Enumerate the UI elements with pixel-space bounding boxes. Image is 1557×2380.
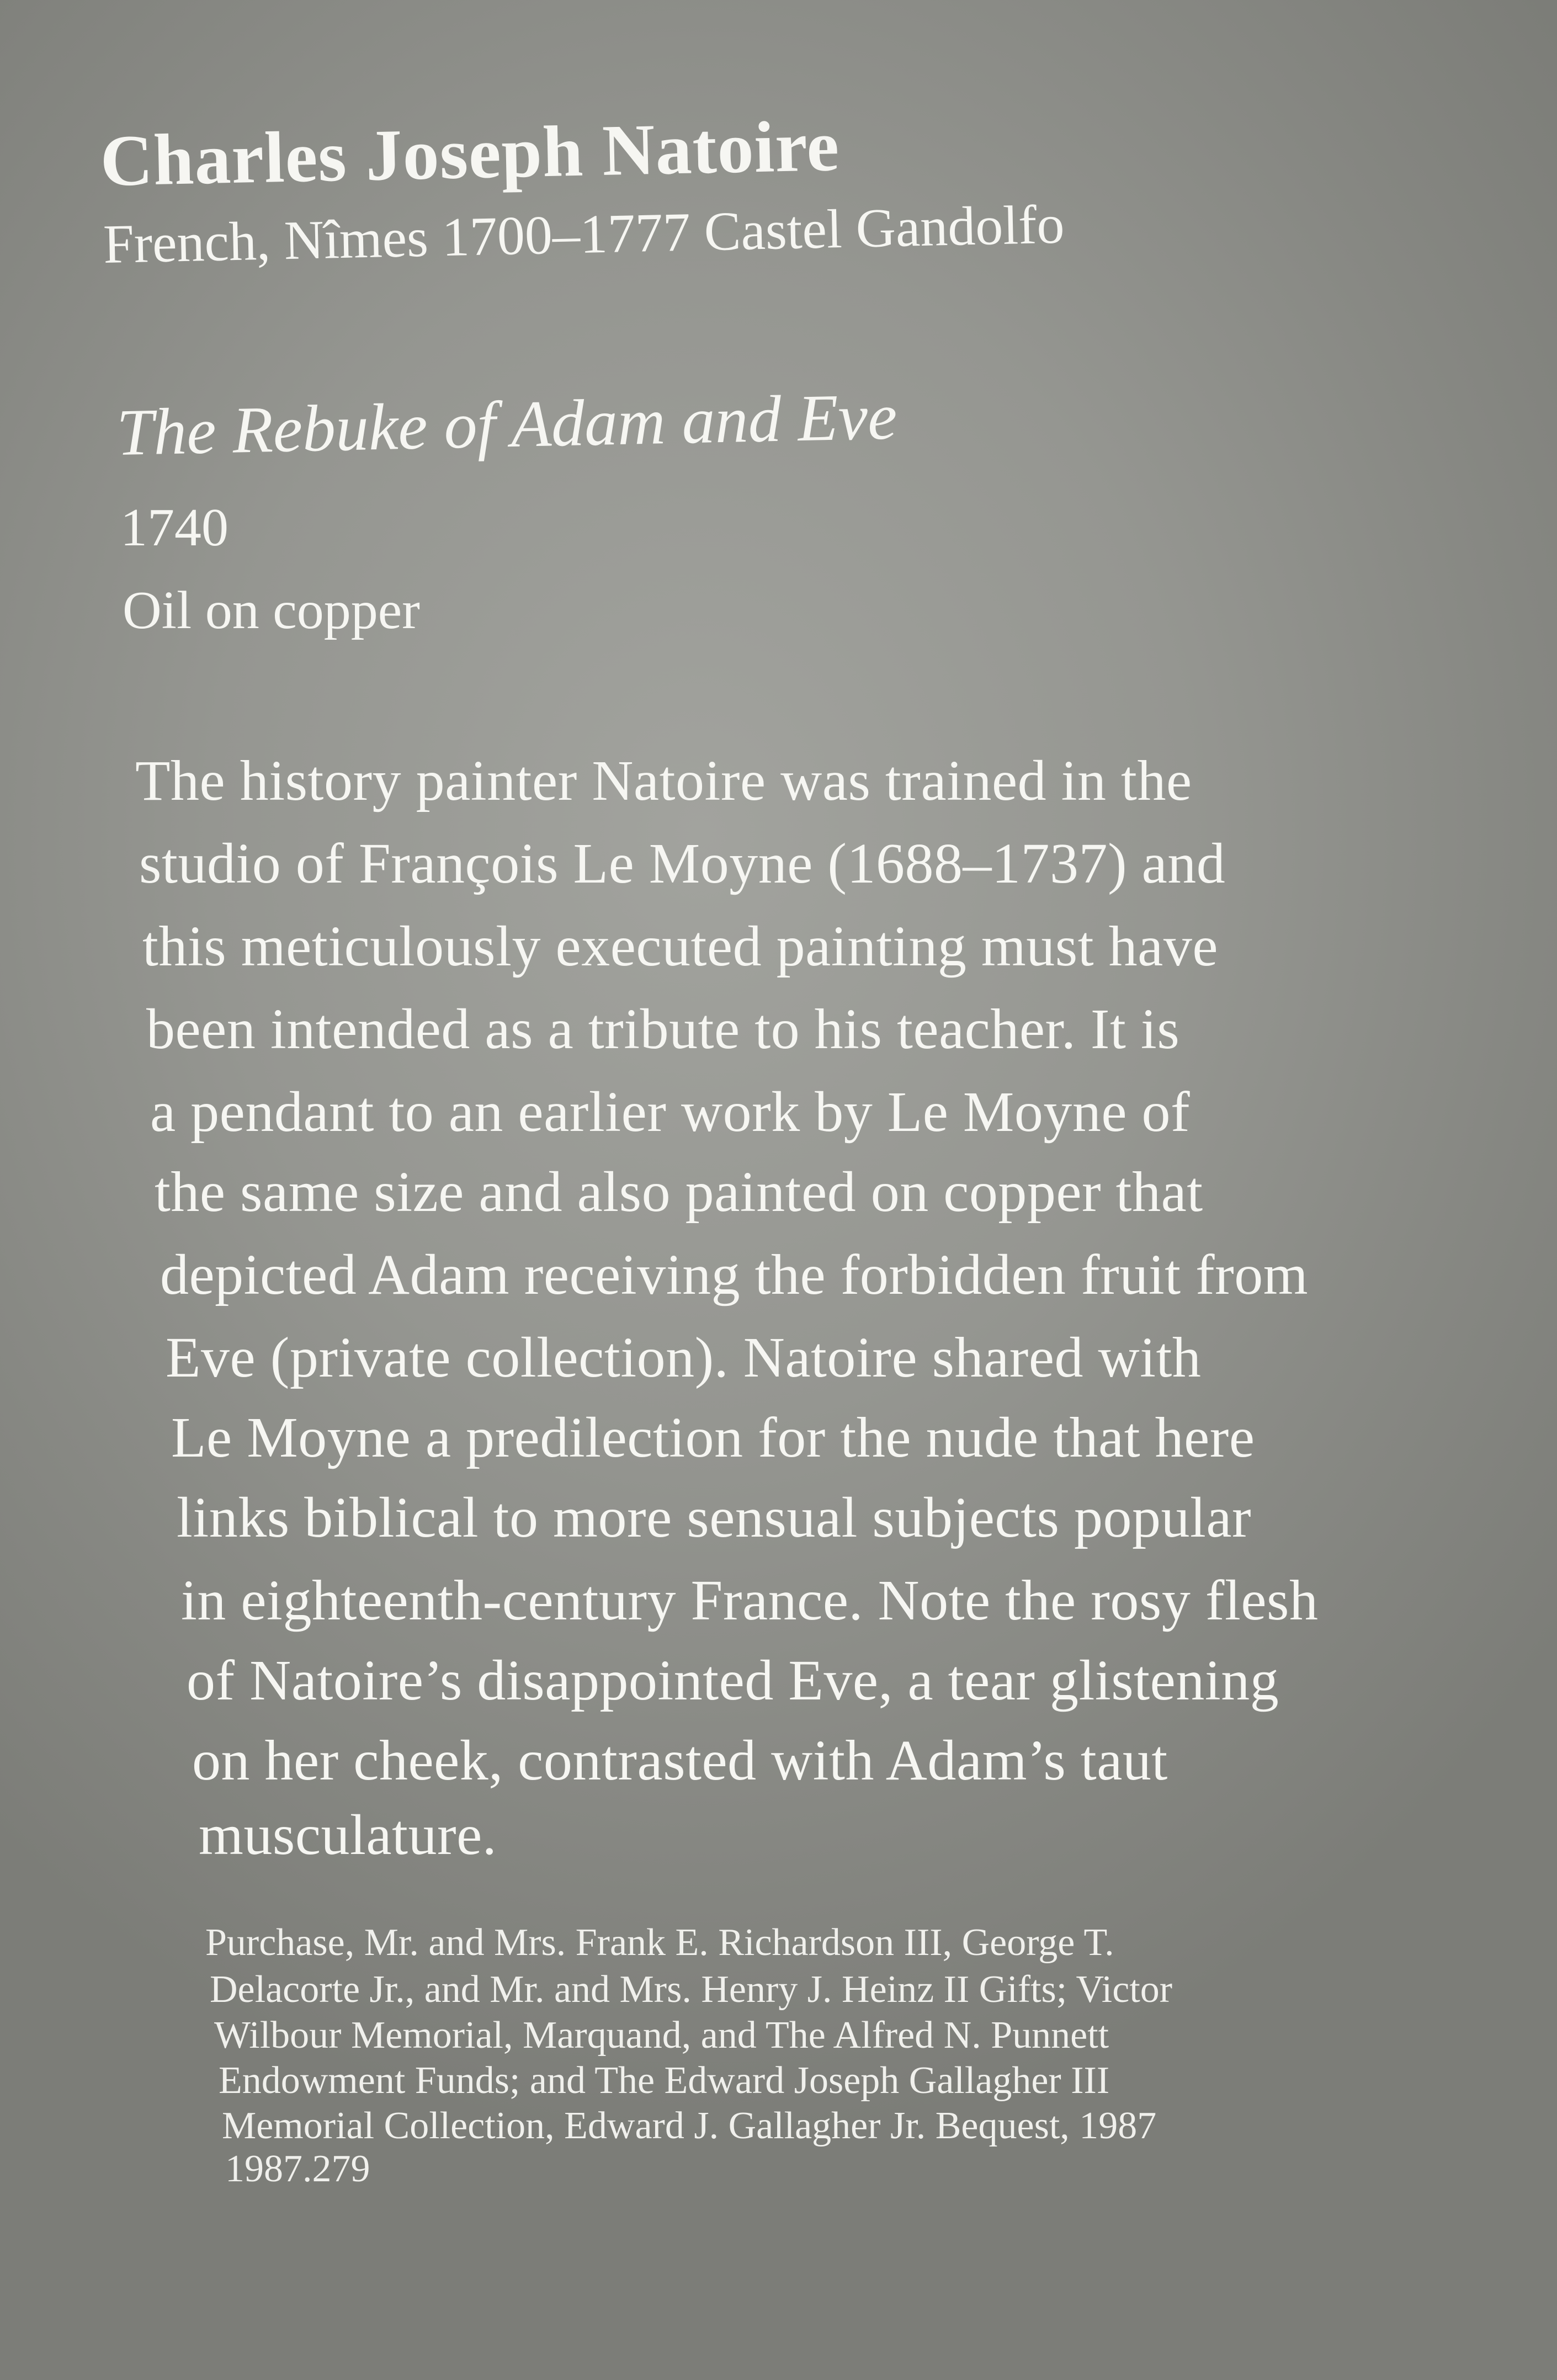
description-line: Eve (private collection). Natoire shared with [166,1326,1202,1389]
description-line: studio of François Le Moyne (1688–1737) and [139,832,1226,895]
artwork-date: 1740 [120,498,228,557]
description-line: The history painter Natoire was trained in the [135,749,1192,812]
description-line: a pendant to an earlier work by Le Moyne of [150,1080,1191,1144]
description-line: Le Moyne a predilection for the nude that here [171,1406,1255,1469]
description-line: of Natoire’s disappointed Eve, a tear glistening [187,1649,1279,1712]
credit-text-line: Wilbour Memorial, Marquand, and The Alfred N. Punnett [214,2014,1109,2057]
artwork-medium: Oil on copper [123,581,420,640]
credit-text-line: Endowment Funds; and The Edward Joseph Gallagher III [219,2059,1110,2102]
description-line: this meticulously executed painting must have [142,915,1218,978]
credit-text-line: Purchase, Mr. and Mrs. Frank E. Richardson III, George T. [205,1921,1114,1964]
description-line: links biblical to more sensual subjects popular [177,1486,1252,1549]
description-line: musculature. [199,1803,497,1867]
description-line: depicted Adam receiving the forbidden fruit from [160,1243,1309,1306]
description-line: in eighteenth-century France. Note the rosy flesh [181,1569,1319,1632]
description-line: on her cheek, contrasted with Adam’s taut [192,1729,1168,1792]
description-line: the same size and also painted on copper that [155,1160,1203,1224]
description-line: been intended as a tribute to his teacher. It is [146,997,1180,1061]
artist-name: Charles Joseph Natoire [99,104,841,201]
artist-bio: French, Nîmes 1700–1777 Castel Gandolfo [103,193,1065,275]
accession-number: 1987.279 [225,2148,370,2190]
artwork-title: The Rebuke of Adam and Eve [116,379,898,469]
credit-text-line: Memorial Collection, Edward J. Gallagher Jr. Bequest, 1987 [222,2105,1157,2147]
credit-text-line: Delacorte Jr., and Mr. and Mrs. Henry J. Heinz II Gifts; Victor [210,1968,1173,2011]
